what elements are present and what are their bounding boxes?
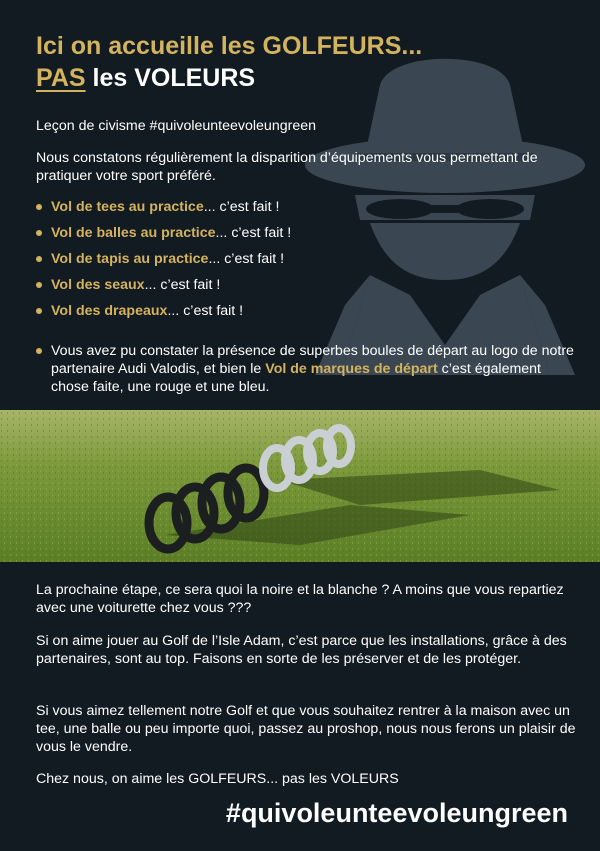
title-line1: Ici on accueille les GOLFEURS... <box>36 32 423 60</box>
bullet-dot-icon <box>36 282 42 288</box>
paragraph-proshop: Si vous aimez tellement notre Golf et que vous souhaitez rentrer à la maison avec un tee, une balle ou peu importe quoi, passez au proshop, nous nous ferons un plaisir de vous le vendre. <box>36 703 576 755</box>
intro-text: Nous constatons régulièrement la disparition d’équipements vous permettant de pratiquer votre sport préféré. <box>36 150 538 184</box>
tee-markers-item: Vous avez pu constater la présence de superbes boules de départ au logo de notre partenaire Audi Valodis, et bien le Vol de marques de départ c’est également chose faite, une rouge et une bleu. <box>36 342 581 396</box>
list-item: Vol de balles au practice... c’est fait ! <box>36 224 291 250</box>
bullet-dot-icon <box>36 348 42 354</box>
bullet-dot-icon <box>36 308 42 314</box>
list-item: Vol des seaux... c’est fait ! <box>36 276 291 302</box>
list-item: Vol de tees au practice... c’est fait ! <box>36 198 291 224</box>
theft-list <box>36 198 291 328</box>
lesson-text: Leçon de civisme #quivoleunteevoleungreen <box>36 118 317 134</box>
list-item: Vol des drapeaux... c’est fait ! <box>36 302 291 328</box>
bullet-dot-icon <box>36 204 42 210</box>
paragraph-installations: Si on aime jouer au Golf de l’Isle Adam, c’est parce que les installations, grâce à des partenaires, sont au top. Faisons en sorte de les préserver et de les protéger. <box>36 633 567 667</box>
paragraph-next-step: La prochaine étape, ce sera quoi la noire et la blanche ? A moins que vous repartiez avec une voiturette chez vous ??? <box>36 582 564 616</box>
list-item: Vol de tapis au practice... c’est fait ! <box>36 250 291 276</box>
bullet-dot-icon <box>36 256 42 262</box>
hashtag: #quivoleunteevoleungreen <box>225 798 568 828</box>
spy-silhouette-icon <box>300 45 590 375</box>
title-highlight: PAS <box>36 64 86 92</box>
title-line2: les VOLEURS <box>85 64 256 92</box>
bullet-dot-icon <box>36 230 42 236</box>
paragraph-closing: Chez nous, on aime les GOLFEURS... pas les VOLEURS <box>36 771 399 787</box>
golf-green-photo <box>0 410 600 562</box>
page-title <box>36 30 422 94</box>
